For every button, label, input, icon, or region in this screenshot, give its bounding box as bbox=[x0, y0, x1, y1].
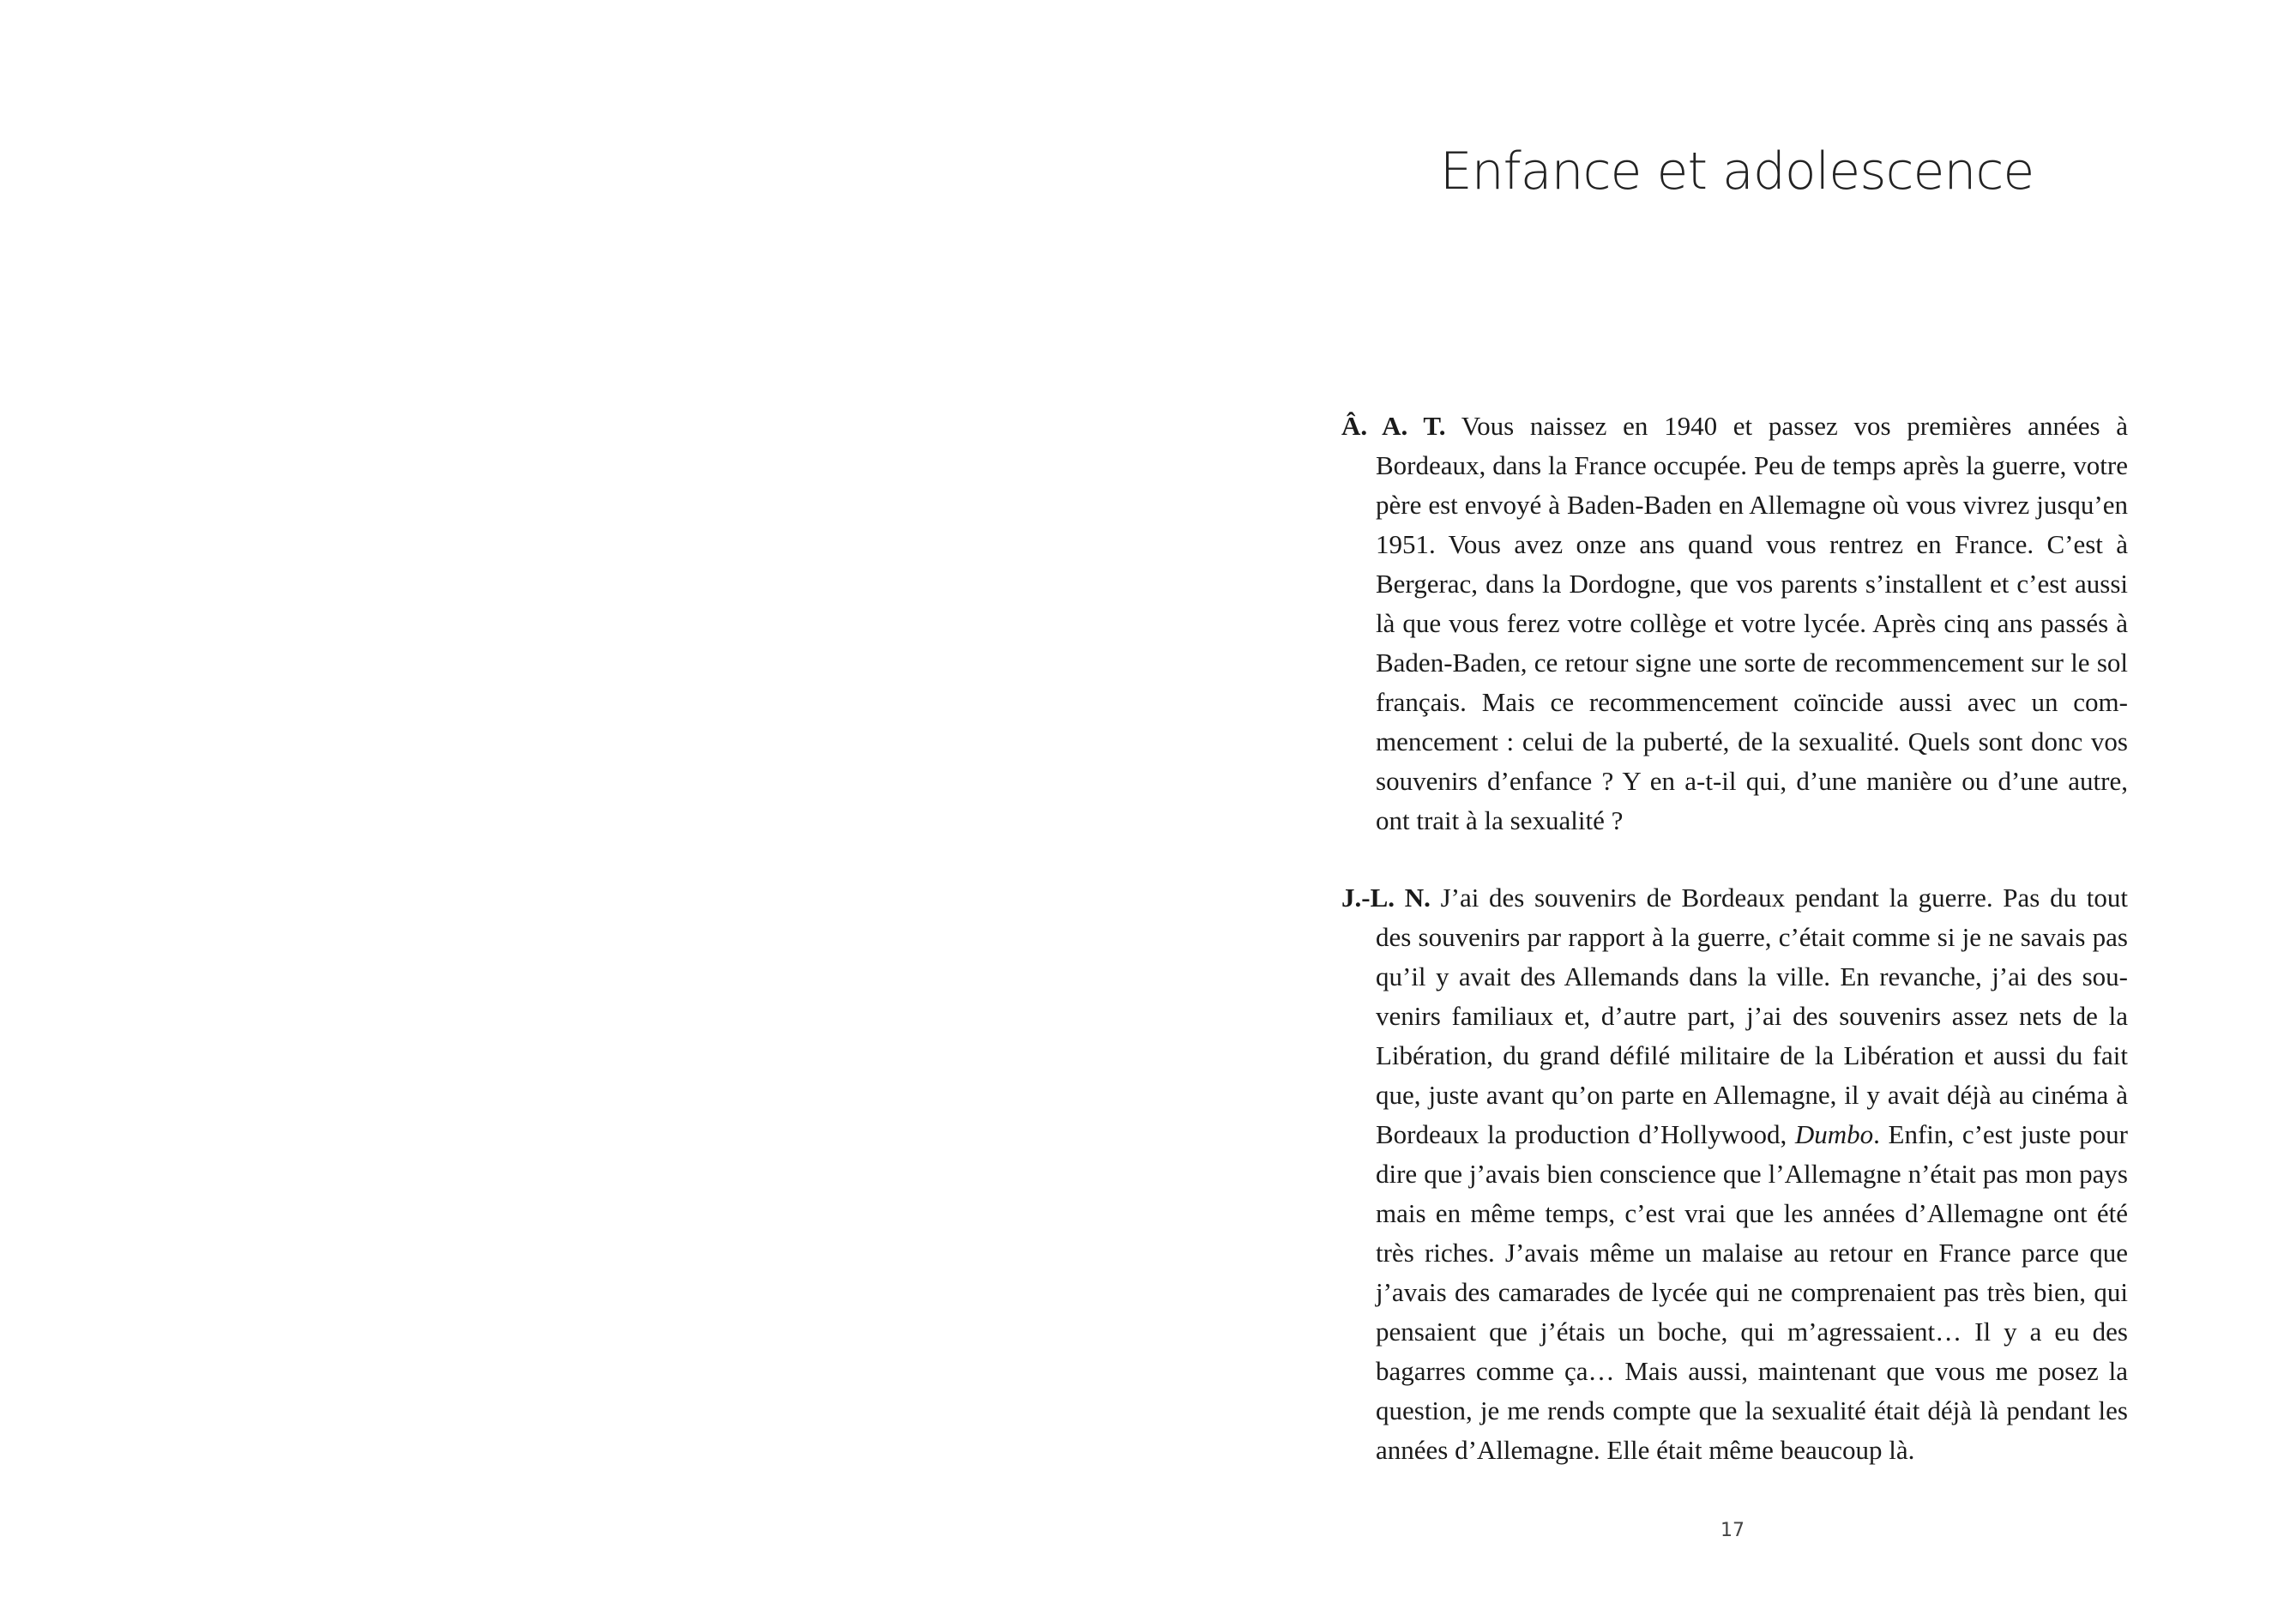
chapter-title: Enfance et adolescence bbox=[1439, 142, 2034, 202]
question-speaker: Â. A. T. bbox=[1341, 411, 1446, 441]
answer-text-part-1: J’ai des souvenirs de Bordeaux pendant la guerre. Pas du tout des souvenirs par rapport à la guerre, c’était comme si je ne savais pas qu’il y avait des Allemands dans la ville. En revanche, j’ai des souvenirs familiaux et, d’autre part, j’ai des souvenirs assez nets de la Libération, du grand défilé militaire de la Libération et aussi du fait que, juste avant qu’on parte en Allemagne, il y avait déjà au cinéma à Bordeaux la production d’Hollywood, bbox=[1376, 883, 2128, 1149]
film-title: Dumbo bbox=[1794, 1119, 1874, 1149]
question-text: Vous naissez en 1940 et passez vos premières années à Bordeaux, dans la France occupée. Peu de temps après la guerre, votre père est envoyé à Baden-Baden en Allemagne où vous vivrez jusqu’en 1951. Vous avez onze ans quand vous rentrez en France. C’est à Bergerac, dans la Dordogne, que vos parents s’installent et c’est aussi là que vous ferez votre collège et votre lycée. Après cinq ans passés à Baden-Baden, ce retour signe une sorte de recommencement sur le sol français. Mais ce recommencement coïncide aussi avec un commencement : celui de la puberté, de la sexualité. Quels sont donc vos souvenirs d’enfance ? Y en a-t-il qui, d’une manière ou d’une autre, ont trait à la sexualité ? bbox=[1376, 411, 2128, 835]
interview-answer bbox=[1341, 878, 2128, 1470]
page-number: 17 bbox=[1720, 1520, 1745, 1541]
interview-question bbox=[1341, 407, 2128, 841]
answer-text-part-2: . Enfin, c’est juste pour dire que j’avais bien conscience que l’Allemagne n’était pas mon pays mais en même temps, c’est vrai que les années d’Allemagne ont été très riches. J’avais même un malaise au retour en France parce que j’avais des camarades de lycée qui ne comprenaient pas très bien, qui pensaient que j’étais un boche, qui m’agressaient… Il y a eu des bagarres comme ça… Mais aussi, maintenant que vous me posez la question, je me rends compte que la sexualité était déjà là pendant les années d’Allemagne. Elle était même beaucoup là. bbox=[1376, 1119, 2129, 1465]
answer-speaker: J.-L. N. bbox=[1341, 883, 1431, 913]
